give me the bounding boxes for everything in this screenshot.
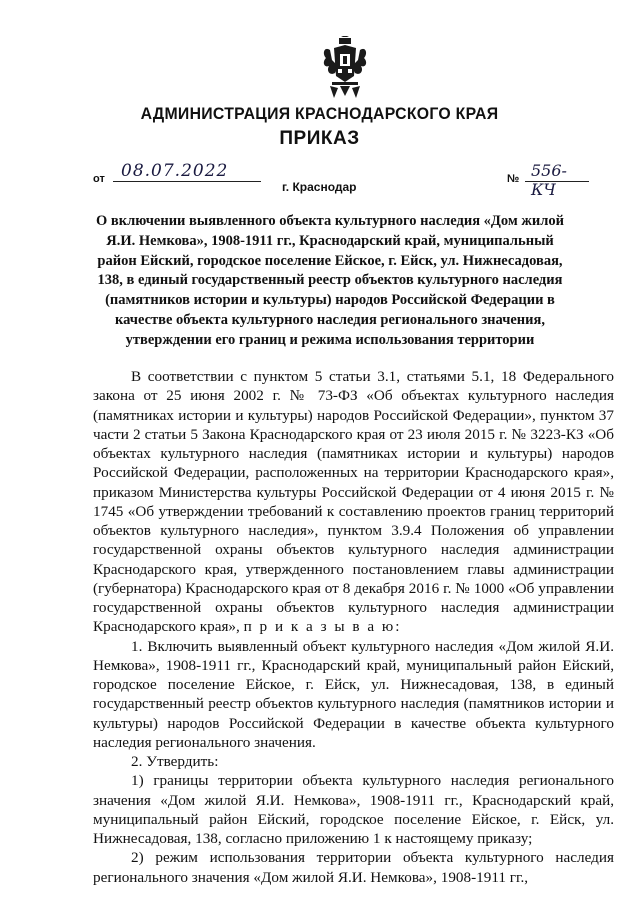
coat-of-arms-icon	[320, 36, 370, 98]
date-label: от	[93, 173, 105, 185]
item-2-2: 2) режим использования территории объекта культурного наследия регионального значения «Дом жилой Я.И. Немкова», 1908-1911 гг.,	[93, 849, 614, 886]
document-title: О включении выявленного объекта культурного наследия «Дом жилой Я.И. Немкова», 1908-1911 гг., Краснодарский край, муниципальный район Ейский, городское поселение Ейское, г. Ейск, ул. Нижнесадовая, 138, в единый государственный реестр объектов культурного наследия (памятников истории и культуры) народов Российской Федерации в качестве объекта культурного наследия регионального значения, утверждении его границ и режима использования территории	[95, 213, 564, 348]
order-date: 08.07.2022	[113, 161, 261, 182]
number-label: №	[507, 173, 520, 185]
city: г. Краснодар	[282, 180, 357, 194]
item-1: 1. Включить выявленный объект культурного наследия «Дом жилой Я.И. Немкова», 1908-1911 гг., Краснодарский край, муниципальный район Ейский, городское поселение Ейское, г. Ейск, ул. Нижнесадовая, 138, в единый государственный реестр объектов культурного наследия (памятников истории и культуры) народов Российской Федерации в качестве объекта культурного наследия регионального значения.	[93, 637, 614, 751]
intro-text: В соответствии с пунктом 5 статьи 3.1, статьями 5.1, 18 Федерального закона от 25 июня 2002 г. № 73-ФЗ «Об объектах культурного наследия (памятниках истории и культуры) народов Российской Федерации», пунктом 37 части 2 статьи 5 Закона Краснодарского края от 23 июля 2015 г. № 3223-КЗ «Об объектах культурного наследия (памятниках истории и культуры) народов Российской Федерации, расположенных на территории Краснодарского края», приказом Министерства культуры Российской Федерации от 4 июня 2015 г. № 1745 «Об утверждении требований к составлению проектов границ территорий объектов культурного наследия», пунктом 3.9.4 Положения об управлении государственной охраны объектов культурного наследия администрации Краснодарского края, утвержденного постановлением главы администрации (губернатора) Краснодарского края от 8 декабря 2016 г. № 1000 «Об управлении государственной охраны объектов культурного наследия администрации Краснодарского края»,	[93, 368, 614, 636]
item-2: 2. Утвердить:	[131, 753, 219, 770]
item-2-1: 1) границы территории объекта культурного наследия регионального значения «Дом жилой Я.И. Немкова», 1908-1911 гг., Краснодарский край, муниципальный район Ейский, городское поселение Ейское, г. Ейск, ул. Нижнесадовая, 138, согласно приложению 1 к настоящему приказу;	[93, 772, 614, 847]
intro-paragraph	[93, 367, 614, 637]
document-type: ПРИКАЗ	[279, 128, 360, 149]
order-number: 556-КЧ	[525, 161, 589, 182]
order-word: п р и к а з ы в а ю:	[243, 618, 402, 636]
organization-name: АДМИНИСТРАЦИЯ КРАСНОДАРСКОГО КРАЯ	[140, 104, 499, 123]
document-body	[93, 367, 614, 887]
